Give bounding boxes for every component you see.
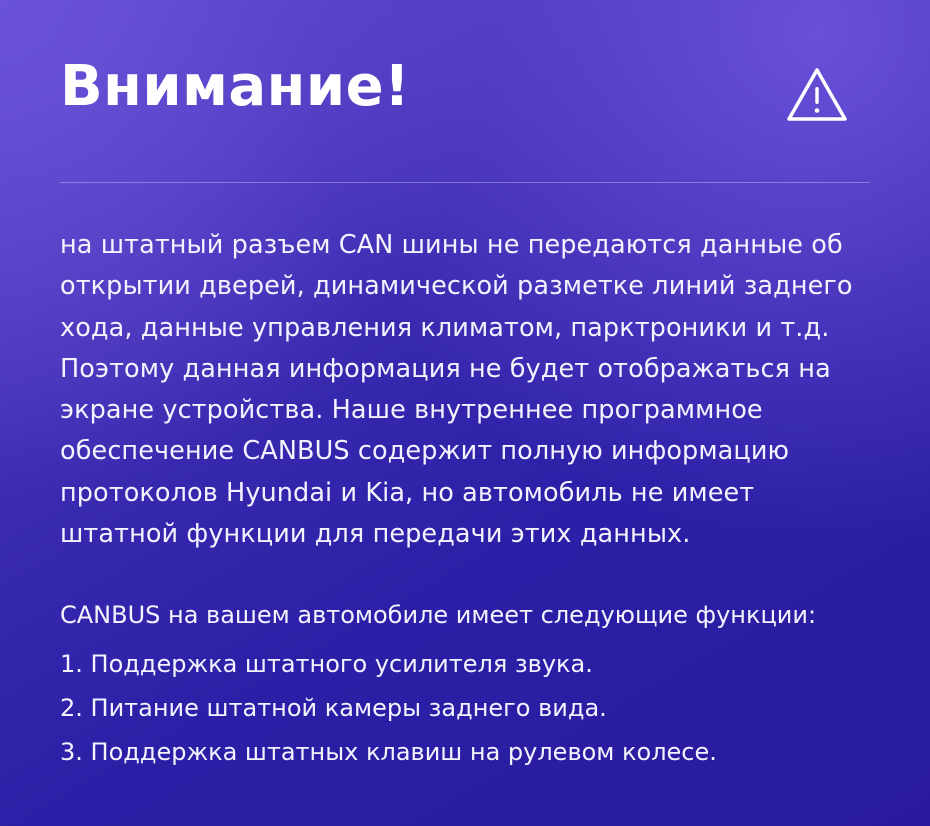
list-item: 2. Питание штатной камеры заднего вида. [60, 694, 607, 723]
features-section [60, 597, 870, 775]
list-item: 3. Поддержка штатных клавиш на рулевом колесе. [60, 738, 717, 767]
page-title: Внимание! [60, 54, 411, 119]
feature-list [60, 643, 870, 775]
poster-header [60, 52, 870, 128]
header-divider [60, 182, 870, 183]
features-intro: CANBUS на вашем автомобиле имеет следующие функции: [60, 601, 817, 630]
warning-triangle-icon [786, 66, 848, 128]
main-paragraph: на штатный разъем CAN шины не передаются данные об открытии дверей, динамической разметке линий заднего хода, данные управления климатом, парктроники и т.д. Поэтому данная информация не будет отображаться на экране устройства. Наше внутреннее программное обеспечение CANBUS содержит полную информацию протоколов Hyundai и Kia, но автомобиль не имеет штатной функции для передачи этих данных. [60, 230, 853, 550]
body-text [60, 225, 870, 555]
list-item: 1. Поддержка штатного усилителя звука. [60, 650, 593, 679]
